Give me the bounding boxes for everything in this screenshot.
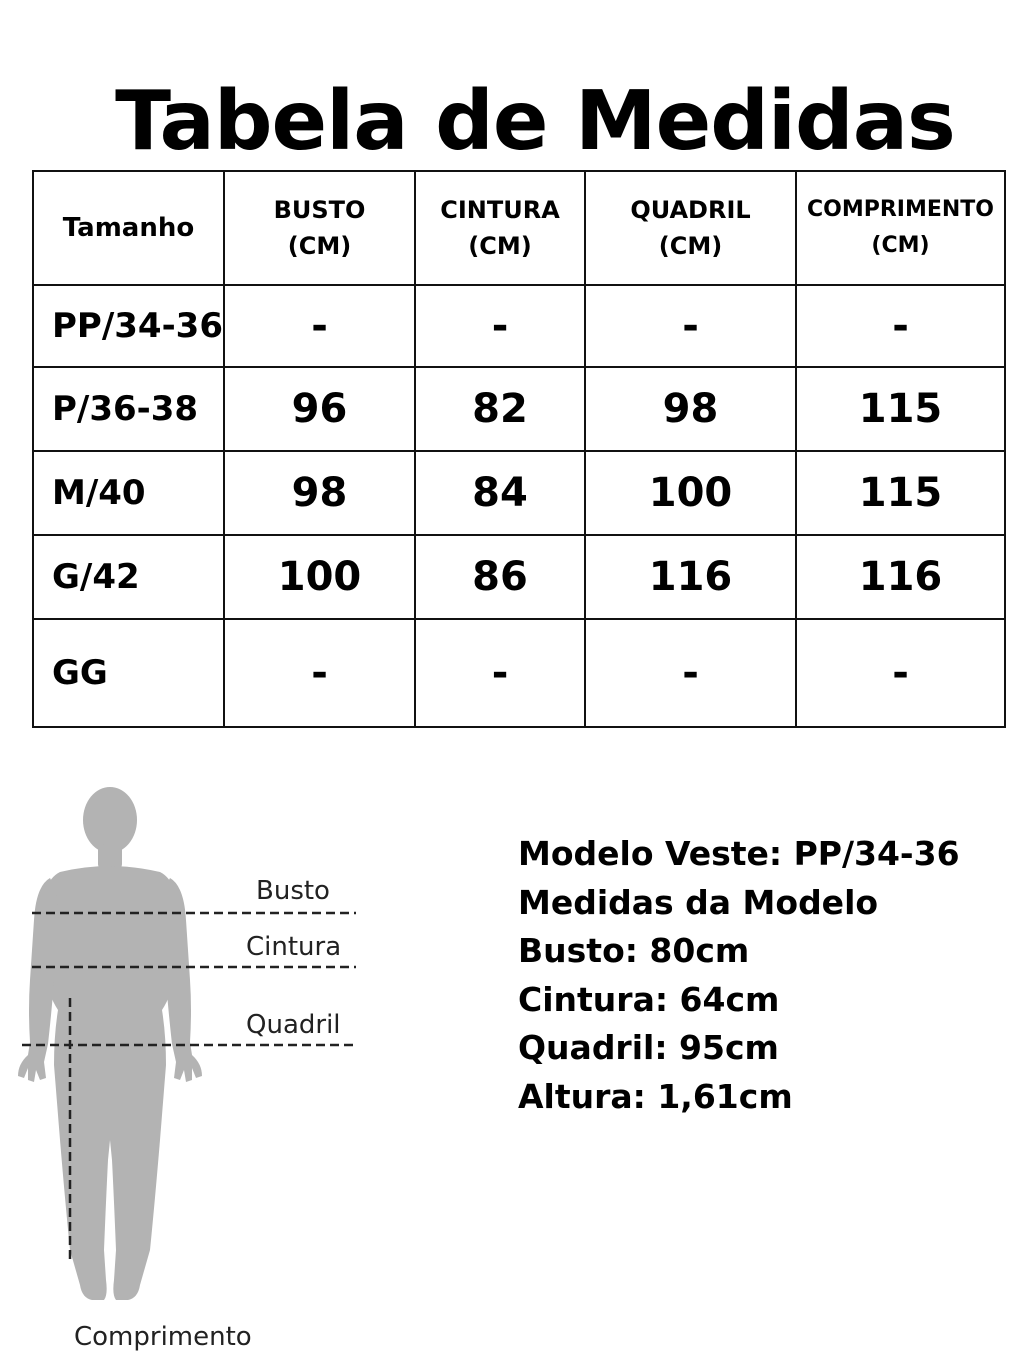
- size-cell: M/40: [33, 451, 224, 535]
- comprimento-cell: 116: [796, 535, 1005, 619]
- header-quadril: [585, 171, 796, 285]
- quadril-cell: 100: [585, 451, 796, 535]
- table-row: [33, 367, 1005, 451]
- header-comprimento: [796, 171, 1005, 285]
- header-busto-unit: (CM): [287, 232, 352, 260]
- table-row: [33, 535, 1005, 619]
- model-heading: Medidas da Modelo: [518, 882, 879, 922]
- comprimento-cell: -: [796, 285, 1005, 367]
- header-comprimento-title: COMPRIMENTO: [806, 197, 995, 222]
- quadril-cell: -: [585, 285, 796, 367]
- comprimento-label: Comprimento: [74, 1322, 252, 1352]
- cintura-cell: 82: [415, 367, 585, 451]
- table-row: [33, 285, 1005, 367]
- cintura-label: Cintura: [246, 932, 342, 962]
- silhouette: [18, 787, 202, 1300]
- header-cintura-unit: (CM): [468, 232, 532, 260]
- cintura-cell: 86: [415, 535, 585, 619]
- model-measurements: [518, 830, 1008, 1121]
- table-row: [33, 619, 1005, 727]
- table-row: [33, 451, 1005, 535]
- header-cintura-title: CINTURA: [440, 196, 560, 224]
- cintura-cell: 84: [415, 451, 585, 535]
- size-cell: GG: [33, 619, 224, 727]
- quadril-cell: 98: [585, 367, 796, 451]
- table-header-row: [33, 171, 1005, 285]
- header-comprimento-unit: (CM): [871, 233, 930, 258]
- body-silhouette-icon: [0, 780, 380, 1360]
- quadril-cell: -: [585, 619, 796, 727]
- body-measurement-figure: [0, 780, 380, 1360]
- size-cell: PP/34-36: [33, 285, 224, 367]
- busto-cell: 100: [224, 535, 415, 619]
- busto-cell: 98: [224, 451, 415, 535]
- quadril-cell: 116: [585, 535, 796, 619]
- size-cell: P/36-38: [33, 367, 224, 451]
- model-altura: Altura: 1,61cm: [518, 1076, 793, 1116]
- header-busto-title: BUSTO: [273, 196, 366, 224]
- model-size: Modelo Veste: PP/34-36: [518, 834, 960, 873]
- cintura-cell: -: [415, 619, 585, 727]
- header-tamanho: Tamanho: [33, 171, 224, 285]
- size-table: [32, 170, 1006, 728]
- model-cintura: Cintura: 64cm: [518, 979, 780, 1019]
- header-quadril-unit: (CM): [658, 232, 723, 260]
- header-quadril-title: QUADRIL: [630, 196, 751, 224]
- busto-label: Busto: [256, 876, 330, 906]
- cintura-cell: -: [415, 285, 585, 367]
- comprimento-cell: 115: [796, 367, 1005, 451]
- header-cintura: [415, 171, 585, 285]
- busto-cell: -: [224, 619, 415, 727]
- page-title: Tabela de Medidas: [115, 74, 955, 169]
- comprimento-cell: -: [796, 619, 1005, 727]
- quadril-label: Quadril: [246, 1010, 341, 1040]
- model-busto: Busto: 80cm: [518, 931, 750, 970]
- header-busto: [224, 171, 415, 285]
- comprimento-cell: 115: [796, 451, 1005, 535]
- model-quadril: Quadril: 95cm: [518, 1028, 779, 1067]
- busto-cell: 96: [224, 367, 415, 451]
- size-cell: G/42: [33, 535, 224, 619]
- busto-cell: -: [224, 285, 415, 367]
